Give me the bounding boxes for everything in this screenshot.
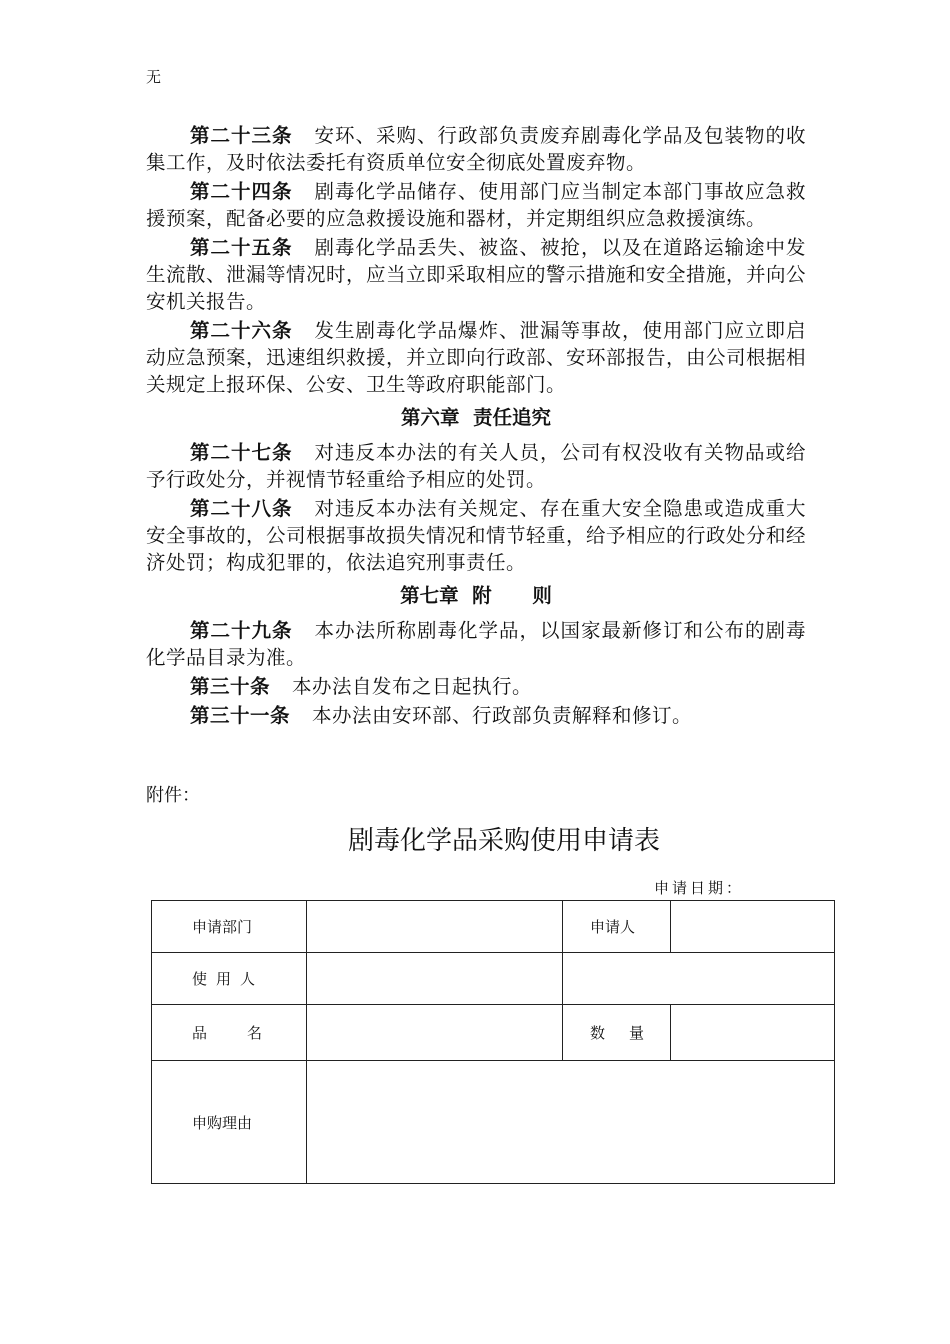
article-number: 第二十七条 — [190, 441, 293, 464]
article-number: 第二十九条 — [190, 619, 293, 642]
article-25 — [146, 234, 806, 315]
article-text: 发生剧毒化学品爆炸、泄漏等事故，使用部门应立即启动应急预案，迅速组织救援，并立即向行政部、安环部报告，由公司根据相关规定上报环保、公安、卫生等政府职能部门。 — [146, 319, 807, 396]
user-value-cell[interactable] — [307, 953, 563, 1005]
article-text: 剧毒化学品丢失、被盗、被抢，以及在道路运输途中发生流散、泄漏等情况时，应当立即采取相应的警示措施和安全措施，并向公安机关报告。 — [146, 236, 807, 313]
form-row-dept — [152, 901, 835, 953]
article-text: 剧毒化学品储存、使用部门应当制定本部门事故应急救援预案，配备必要的应急救援设施和器材，并定期组织应急救援演练。 — [146, 180, 806, 230]
article-26 — [146, 317, 806, 398]
article-number: 第二十五条 — [190, 236, 293, 259]
chapter-7-heading: 第七章 附 则 — [400, 584, 552, 607]
form-row-reason — [152, 1061, 835, 1184]
article-text: 本办法所称剧毒化学品，以国家最新修订和公布的剧毒化学品目录为准。 — [146, 619, 806, 669]
header-mark: 无 — [146, 68, 162, 86]
annex-label: 附件： — [146, 785, 200, 806]
applicant-value-cell[interactable] — [671, 901, 835, 953]
article-number: 第三十一条 — [190, 704, 291, 727]
article-text: 安环、采购、行政部负责废弃剧毒化学品及包装物的收集工作，及时依法委托有资质单位安全彻底处置废弃物。 — [146, 124, 806, 174]
dept-label: 申请部门 — [152, 901, 307, 953]
form-row-product — [152, 1005, 835, 1061]
article-text: 对违反本办法的有关人员，公司有权没收有关物品或给予行政处分，并视情节轻重给予相应的处罚。 — [146, 441, 806, 491]
article-28 — [146, 495, 806, 576]
reason-value-cell[interactable] — [307, 1061, 835, 1184]
application-date-label: 申请日期： — [654, 879, 745, 897]
quantity-label: 数量 — [563, 1005, 671, 1061]
dept-value-cell[interactable] — [307, 901, 563, 953]
article-24 — [146, 178, 806, 232]
product-label: 品名 — [152, 1005, 307, 1061]
article-29 — [146, 617, 806, 671]
regulation-body — [146, 122, 806, 731]
article-number: 第二十八条 — [190, 497, 293, 520]
article-text: 本办法自发布之日起执行。 — [292, 675, 533, 698]
quantity-value-cell[interactable] — [671, 1005, 835, 1061]
chapter-6-heading: 第六章 责任追究 — [400, 406, 552, 429]
form-row-user — [152, 953, 835, 1005]
form-title: 剧毒化学品采购使用申请表 — [347, 826, 660, 856]
application-form-table — [151, 900, 835, 1184]
article-23 — [146, 122, 806, 176]
article-number: 第二十四条 — [190, 180, 293, 203]
article-number: 第二十三条 — [190, 124, 293, 147]
product-value-cell[interactable] — [307, 1005, 563, 1061]
article-number: 第二十六条 — [190, 319, 293, 342]
article-text: 本办法由安环部、行政部负责解释和修订。 — [312, 704, 693, 727]
user-label: 使用人 — [152, 953, 307, 1005]
user-extra-cell[interactable] — [563, 953, 835, 1005]
reason-label: 申购理由 — [152, 1061, 307, 1184]
applicant-label: 申请人 — [563, 901, 671, 953]
article-text: 对违反本办法有关规定、存在重大安全隐患或造成重大安全事故的，公司根据事故损失情况和情节轻重，给予相应的行政处分和经济处罚；构成犯罪的，依法追究刑事责任。 — [146, 497, 807, 574]
article-30 — [146, 673, 806, 700]
article-31 — [146, 702, 806, 729]
article-27 — [146, 439, 806, 493]
article-number: 第三十条 — [190, 675, 271, 698]
